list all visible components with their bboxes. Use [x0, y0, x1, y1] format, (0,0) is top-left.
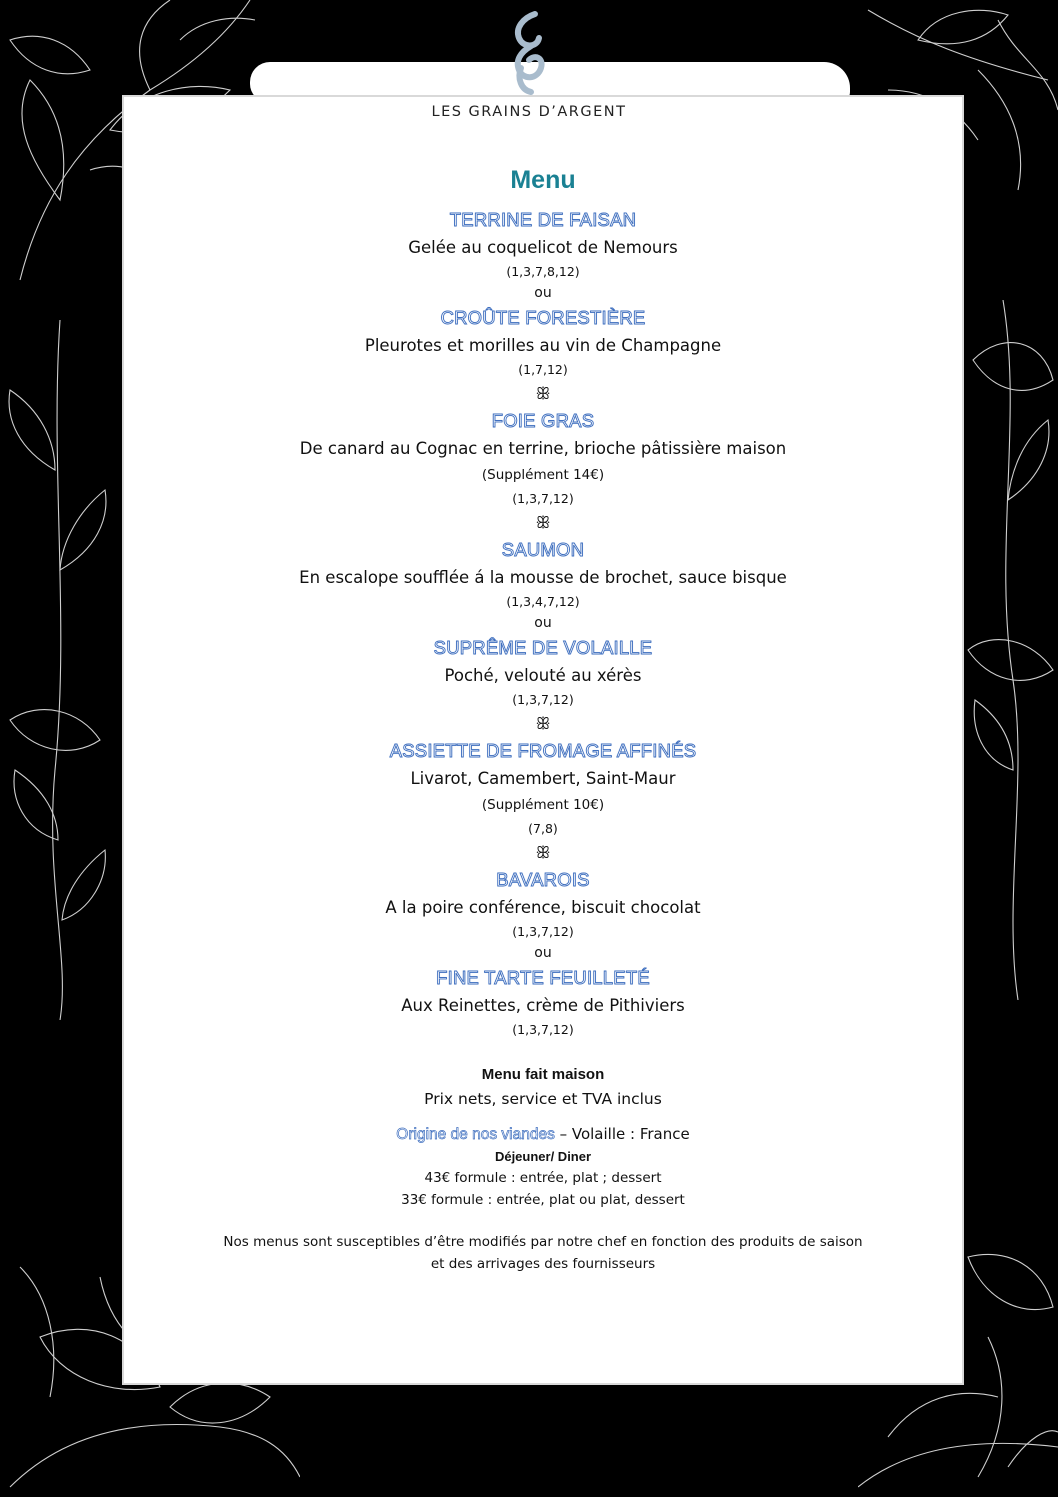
dish-name: BAVAROIS [496, 869, 590, 890]
disclaimer-line: Nos menus sont susceptibles d’être modifiés par notre chef en fonction des produits de saison [223, 1234, 863, 1250]
service-times: Déjeuner/ Diner [494, 1149, 592, 1164]
dish-name: FINE TARTE FEUILLETÉ [436, 967, 650, 988]
price-note: Prix nets, service et TVA inclus [424, 1090, 662, 1108]
dish-allergens: (1,3,7,12) [512, 1022, 574, 1037]
menu-content [122, 160, 964, 1275]
formula-price: 43€ formule : entrée, plat ; dessert [424, 1170, 662, 1186]
or-word: ou [534, 945, 552, 961]
dish-allergens: (1,3,7,8,12) [506, 264, 580, 279]
dish-description: De canard au Cognac en terrine, brioche pâtissière maison [299, 439, 787, 458]
dish-allergens: (7,8) [528, 821, 558, 836]
floral-left-icon [0, 320, 120, 1020]
dish-name: ASSIETTE DE FROMAGE AFFINÉS [389, 740, 697, 761]
dish-description: Aux Reinettes, crème de Pithiviers [401, 996, 685, 1015]
g-monogram-icon [499, 8, 559, 98]
dish-description: Pleurotes et morilles au vin de Champagne [364, 336, 722, 355]
ornament-separator-icon: ꕥ [535, 384, 551, 403]
dish-allergens: (1,7,12) [518, 362, 568, 377]
brand-name: LES GRAINS D’ARGENT [431, 104, 627, 120]
or-word: ou [534, 615, 552, 631]
origin-value: – Volaille : France [554, 1125, 690, 1143]
ornament-separator-icon: ꕥ [535, 714, 551, 733]
disclaimer-line: et des arrivages des fournisseurs [430, 1256, 656, 1272]
dish-allergens: (1,3,4,7,12) [506, 594, 580, 609]
or-word: ou [534, 285, 552, 301]
dish-name: CROÛTE FORESTIÈRE [440, 307, 646, 328]
ornament-separator-icon: ꕥ [535, 843, 551, 862]
meat-origin [122, 1121, 964, 1147]
menu-title: Menu [510, 166, 576, 194]
dish-name: TERRINE DE FAISAN [449, 209, 637, 230]
dish-name: SAUMON [501, 539, 585, 560]
dish-supplement: (Supplément 10€) [481, 797, 605, 813]
dish-description: Gelée au coquelicot de Nemours [408, 238, 678, 257]
dish-supplement: (Supplément 14€) [481, 467, 605, 483]
dish-allergens: (1,3,7,12) [512, 924, 574, 939]
brand-header [0, 8, 1058, 120]
dish-description: En escalope soufflée á la mousse de brochet, sauce bisque [299, 568, 787, 587]
dish-description: A la poire conférence, biscuit chocolat [385, 898, 701, 917]
fait-maison-label: Menu fait maison [481, 1066, 605, 1083]
dish-description: Poché, velouté au xérès [444, 666, 642, 685]
formula-price: 33€ formule : entrée, plat ou plat, dessert [401, 1192, 685, 1208]
dish-description: Livarot, Camembert, Saint-Maur [410, 769, 676, 788]
origin-label: Origine de nos viandes [396, 1126, 555, 1143]
dish-allergens: (1,3,7,12) [512, 491, 574, 506]
dish-name: SUPRÊME DE VOLAILLE [433, 637, 653, 658]
dish-allergens: (1,3,7,12) [512, 692, 574, 707]
ornament-separator-icon: ꕥ [535, 513, 551, 532]
dish-name: FOIE GRAS [491, 410, 595, 431]
floral-right-icon [963, 300, 1058, 1000]
